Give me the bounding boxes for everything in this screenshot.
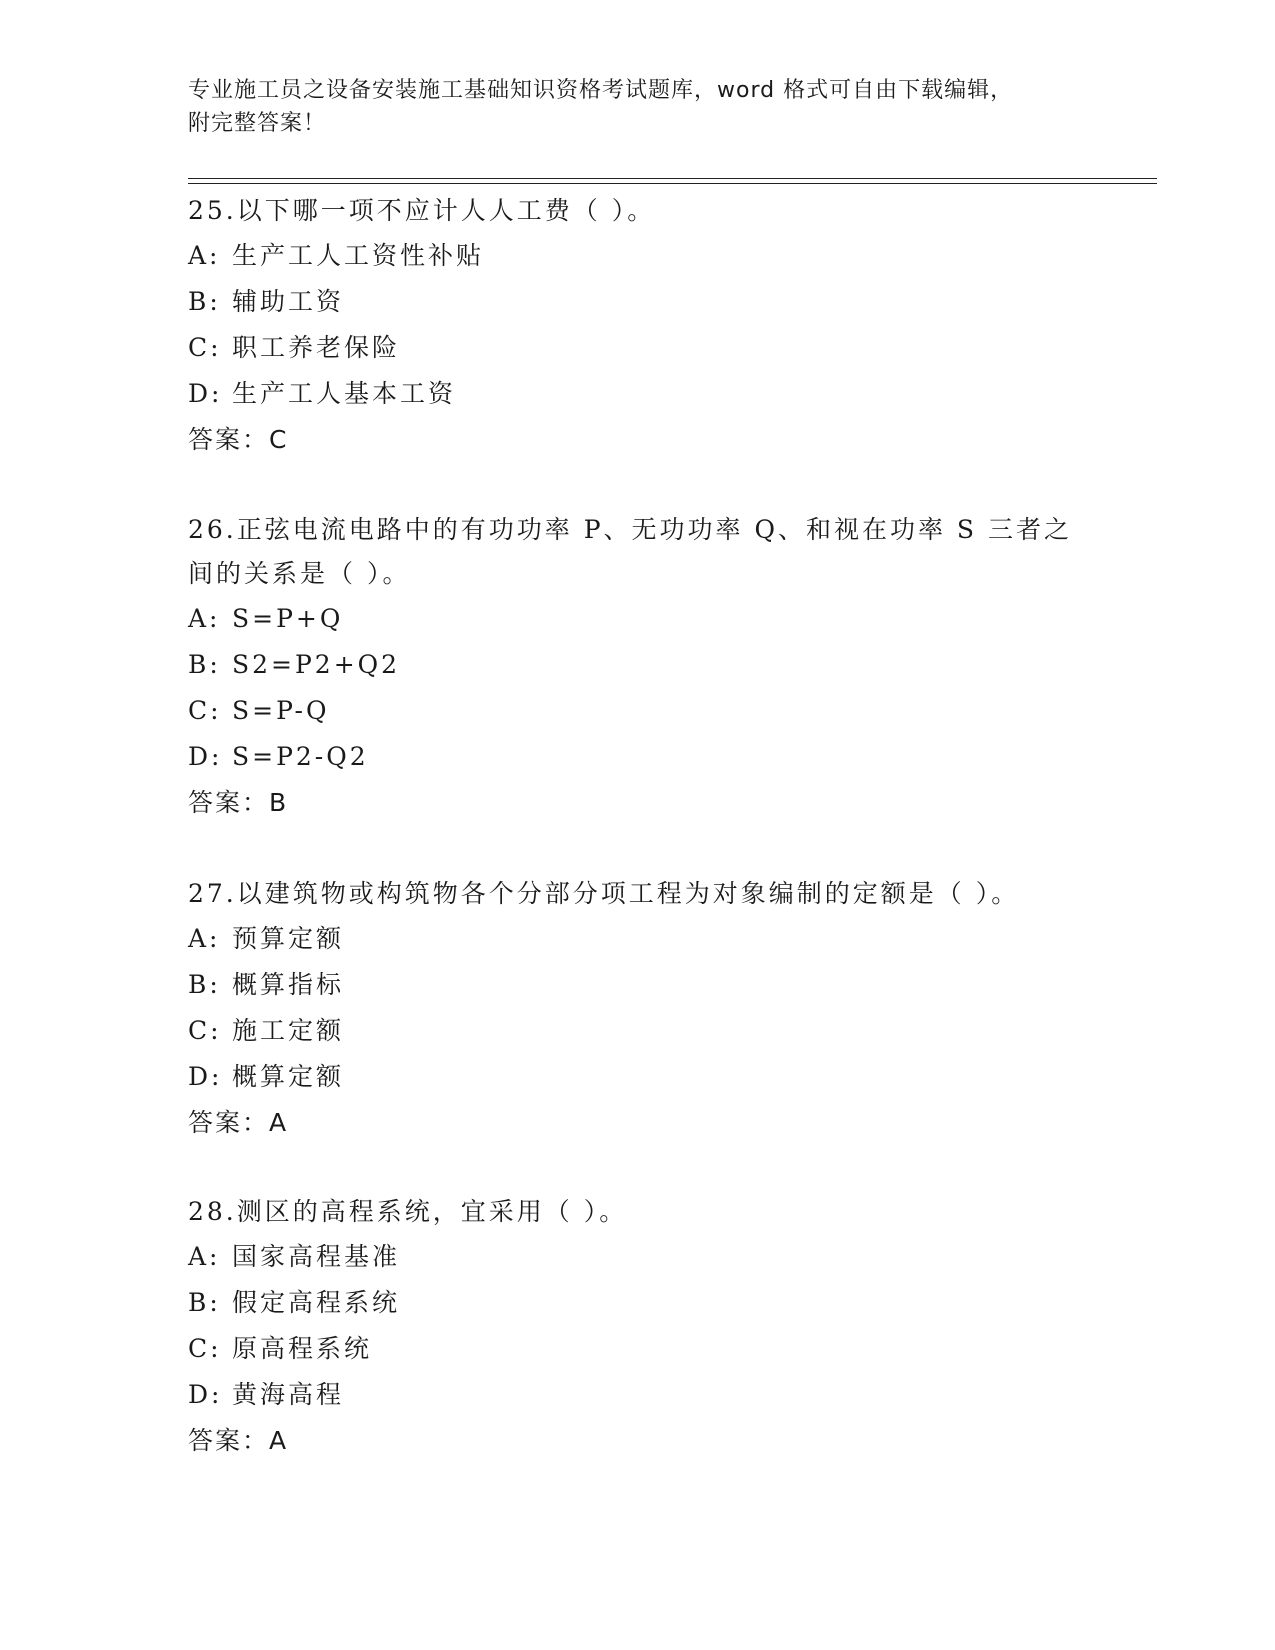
option-text: 原高程系统 bbox=[232, 1334, 373, 1363]
option-text: 预算定额 bbox=[232, 924, 345, 953]
answer-line: 答案：A bbox=[188, 1108, 289, 1137]
question-stem bbox=[188, 508, 1088, 596]
question-26 bbox=[188, 508, 1088, 826]
option-text: 假定高程系统 bbox=[232, 1288, 401, 1317]
option-text: 辅助工资 bbox=[232, 287, 345, 316]
option-d bbox=[188, 1372, 1088, 1418]
option-a bbox=[188, 596, 1088, 642]
answer-line: 答案：A bbox=[188, 1426, 289, 1455]
question-27 bbox=[188, 872, 1088, 1146]
header-line-1: 专业施工员之设备安装施工基础知识资格考试题库，word 格式可自由下载编辑， bbox=[188, 78, 1014, 103]
header-divider-bottom bbox=[188, 183, 1157, 184]
question-stem-line-1: 26.正弦电流电路中的有功功率 P、无功功率 Q、和视在功率 S 三者之 bbox=[188, 515, 1072, 544]
option-text: 概算定额 bbox=[232, 1062, 345, 1091]
option-letter: A: bbox=[188, 604, 221, 633]
document-header bbox=[188, 74, 1068, 140]
option-b bbox=[188, 642, 1088, 688]
option-text: S2=P2+Q2 bbox=[232, 650, 401, 679]
question-25 bbox=[188, 189, 1088, 463]
option-text: 生产工人基本工资 bbox=[232, 379, 457, 408]
option-a bbox=[188, 916, 1088, 962]
option-b bbox=[188, 962, 1088, 1008]
question-28 bbox=[188, 1190, 1088, 1464]
answer-line: 答案：C bbox=[188, 425, 289, 454]
option-a bbox=[188, 1234, 1088, 1280]
option-letter: C: bbox=[188, 333, 222, 362]
option-text: S=P2-Q2 bbox=[232, 742, 369, 771]
option-letter: B: bbox=[188, 1288, 221, 1317]
option-letter: A: bbox=[188, 1242, 221, 1271]
option-text: 黄海高程 bbox=[232, 1380, 345, 1409]
header-divider-top bbox=[188, 178, 1157, 179]
answer-line: 答案：B bbox=[188, 788, 289, 817]
option-d bbox=[188, 1054, 1088, 1100]
header-line-2: 附完整答案！ bbox=[188, 111, 327, 136]
option-d bbox=[188, 371, 1088, 417]
option-letter: A: bbox=[188, 924, 221, 953]
option-letter: D: bbox=[188, 379, 223, 408]
option-text: S=P-Q bbox=[232, 696, 330, 725]
option-c bbox=[188, 1326, 1088, 1372]
option-text: 国家高程基准 bbox=[232, 1242, 401, 1271]
question-stem: 28.测区的高程系统，宜采用（ ）。 bbox=[188, 1197, 628, 1226]
question-stem: 25.以下哪一项不应计人人工费（ ）。 bbox=[188, 196, 656, 225]
option-text: 施工定额 bbox=[232, 1016, 345, 1045]
question-stem-line-2: 间的关系是（ ）。 bbox=[188, 559, 411, 588]
option-c bbox=[188, 688, 1088, 734]
option-text: 生产工人工资性补贴 bbox=[232, 241, 485, 270]
option-letter: C: bbox=[188, 696, 222, 725]
option-letter: C: bbox=[188, 1334, 222, 1363]
option-text: 概算指标 bbox=[232, 970, 345, 999]
option-text: S=P+Q bbox=[232, 604, 344, 633]
option-c bbox=[188, 325, 1088, 371]
option-letter: D: bbox=[188, 1380, 223, 1409]
question-stem: 27.以建筑物或构筑物各个分部分项工程为对象编制的定额是（ ）。 bbox=[188, 879, 1020, 908]
option-b bbox=[188, 279, 1088, 325]
option-letter: D: bbox=[188, 742, 223, 771]
option-text: 职工养老保险 bbox=[232, 333, 401, 362]
option-letter: D: bbox=[188, 1062, 223, 1091]
option-letter: A: bbox=[188, 241, 221, 270]
option-letter: B: bbox=[188, 287, 221, 316]
option-b bbox=[188, 1280, 1088, 1326]
option-c bbox=[188, 1008, 1088, 1054]
option-letter: B: bbox=[188, 650, 221, 679]
option-letter: C: bbox=[188, 1016, 222, 1045]
option-a bbox=[188, 233, 1088, 279]
option-d bbox=[188, 734, 1088, 780]
option-letter: B: bbox=[188, 970, 221, 999]
